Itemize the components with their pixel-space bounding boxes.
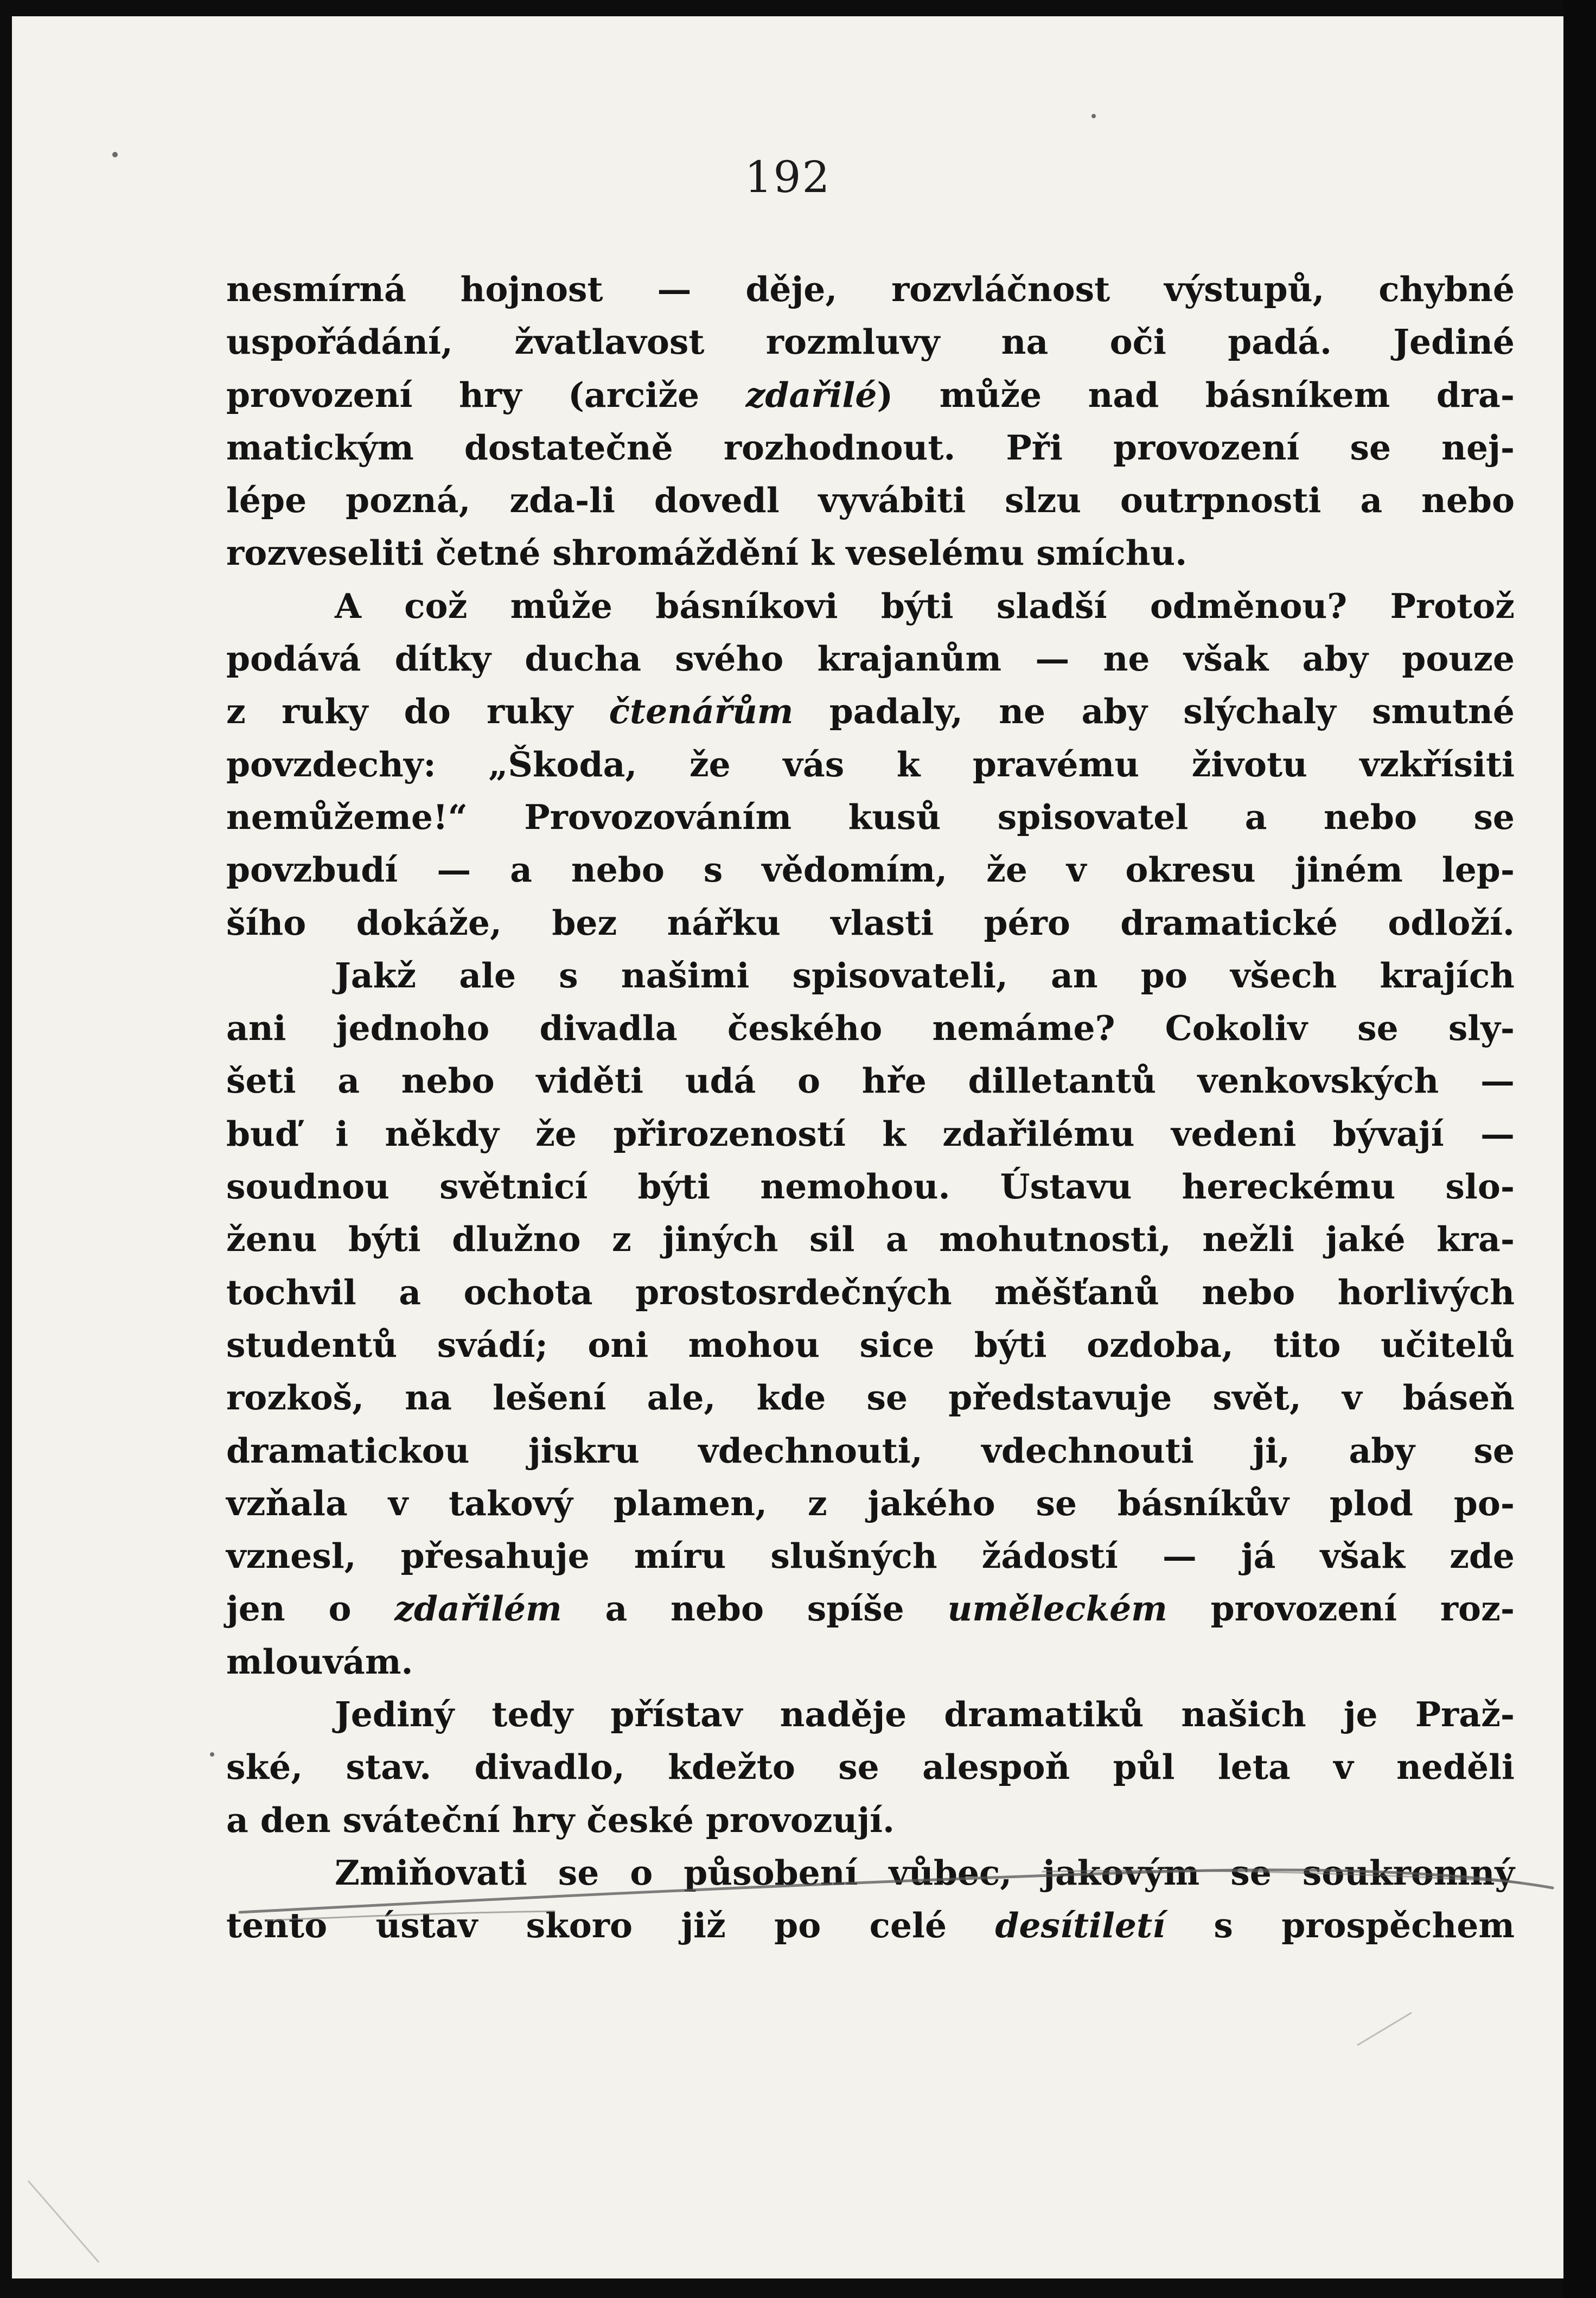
italic-word: čtenářům <box>609 691 794 732</box>
text-line: a den sváteční hry české provozují. <box>226 1799 895 1840</box>
text-line: vzňala v takový plamen, z jakého se básníkův plod po- <box>226 1483 1515 1523</box>
italic-word: zdařilé <box>745 374 877 415</box>
text-line: rozkoš, na lešení ale, kde se představuje svět, v báseň <box>226 1377 1515 1418</box>
text-line: dramatickou jiskru vdechnouti, vdechnouti ji, aby se <box>226 1430 1515 1471</box>
text-line: tento ústav skoro již po celé desítiletí s prospěchem <box>226 1905 1515 1946</box>
text-line: ské, stav. divadlo, kdežto se alespoň půl leta v neděli <box>226 1747 1515 1788</box>
pencil-stroke-mark <box>12 16 1563 2278</box>
text-line: tochvil a ochota prostosrdečných měšťanů nebo horlivých <box>226 1272 1515 1312</box>
text-line: Jediný tedy přístav naděje dramatiků našich je Praž- <box>335 1694 1515 1735</box>
book-page <box>12 16 1563 2278</box>
text-line: matickým dostatečně rozhodnout. Při provození se nej- <box>226 427 1515 468</box>
italic-word: uměleckém <box>947 1588 1167 1629</box>
italic-word: zdařilém <box>394 1588 562 1629</box>
text-line: z ruky do ruky čtenářům padaly, ne aby slýchaly smutné <box>226 691 1515 732</box>
text-line: mlouvám. <box>226 1641 413 1682</box>
text-line: ani jednoho divadla českého nemáme? Cokoliv se sly- <box>226 1008 1515 1049</box>
text-line: nesmírná hojnost — děje, rozvláčnost výstupů, chybné <box>226 269 1515 309</box>
text-line: studentů svádí; oni mohou sice býti ozdoba, tito učitelů <box>226 1324 1515 1365</box>
text-line: jen o zdařilém a nebo spíše uměleckém provození roz- <box>226 1588 1515 1629</box>
text-line: uspořádání, žvatlavost rozmluvy na oči padá. Jediné <box>226 322 1515 362</box>
text-line: A což může básníkovi býti sladší odměnou? Protož <box>335 585 1515 626</box>
paper-speck <box>1091 114 1096 118</box>
text-line: ženu býti dlužno z jiných sil a mohutnosti, nežli jaké kra- <box>226 1219 1515 1260</box>
text-line: šího dokáže, bez nářku vlasti péro dramatické odloží. <box>226 902 1515 943</box>
text-line: povzbudí — a nebo s vědomím, že v okresu jiném lep- <box>226 850 1515 890</box>
text-line: provození hry (arciže zdařilé) může nad básníkem dra- <box>226 374 1515 415</box>
text-line: rozveseliti četné shromáždění k veselému smíchu. <box>226 533 1188 573</box>
text-line: povzdechy: „Škoda, že vás k pravému životu vzkřísiti <box>226 744 1515 784</box>
scan-border <box>1563 0 1596 2298</box>
text-line: lépe pozná, zda-li dovedl vyvábiti slzu outrpnosti a nebo <box>226 480 1515 521</box>
text-line: vznesl, přesahuje míru slušných žádostí — já však zde <box>226 1536 1515 1576</box>
paper-speck <box>112 152 118 157</box>
text-line: šeti a nebo viděti udá o hře dilletantů venkovských — <box>226 1061 1515 1101</box>
text-line: soudnou světnicí býti nemohou. Ústavu hereckému slo- <box>226 1166 1515 1207</box>
text-line: Jakž ale s našimi spisovateli, an po všech krajích <box>335 955 1515 995</box>
text-line: Zmiňovati se o působení vůbec, jakovým se soukromný <box>335 1852 1515 1893</box>
paper-speck <box>210 1752 214 1757</box>
text-line: nemůžeme!“ Provozováním kusů spisovatel a nebo se <box>226 796 1515 837</box>
page-number: 192 <box>744 152 831 202</box>
text-line: podává dítky ducha svého krajanům — ne však aby pouze <box>226 639 1515 679</box>
italic-word: desítiletí <box>995 1905 1166 1946</box>
text-line: buď i někdy že přirozeností k zdařilému vedeni bývají — <box>226 1113 1515 1154</box>
